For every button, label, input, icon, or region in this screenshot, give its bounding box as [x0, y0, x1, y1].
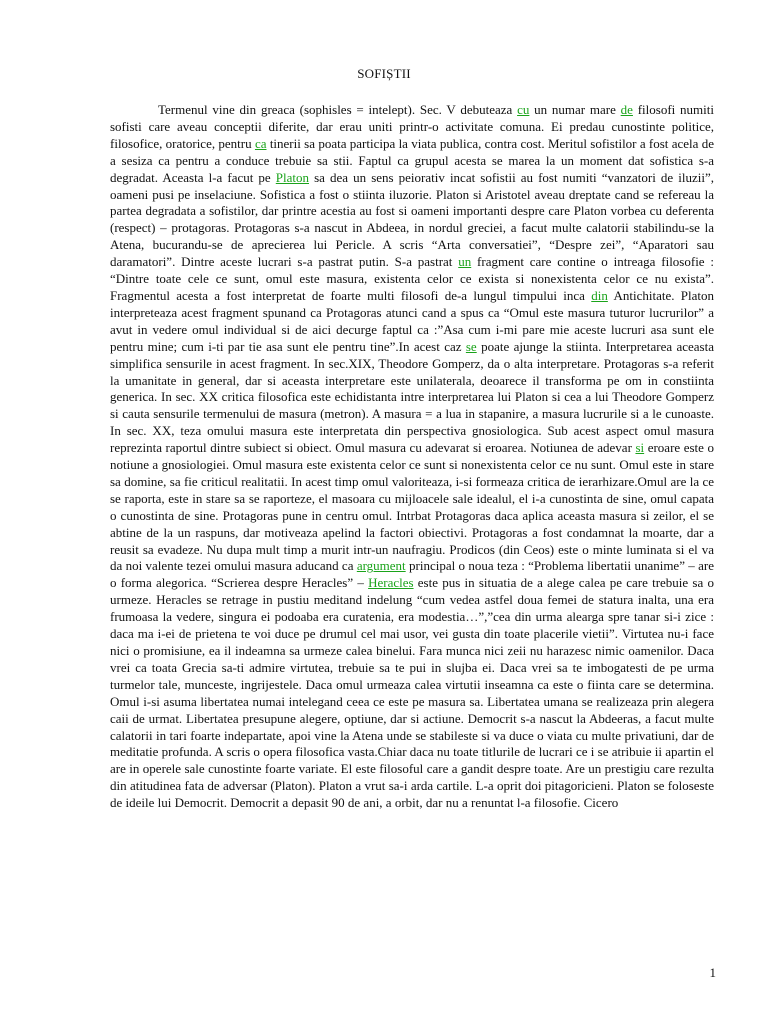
- paragraph-text: filosofi numiti sofisti care aveau conceptii diferite, dar erau uniti printr-o activitate comuna. Ei predau cunostinte politice, filosofice, oratorice, pentru: [110, 102, 715, 151]
- paragraph-text: Antichitate. Platon interpreteaza acest fragment spunand ca Protagoras atunci cand a spus ca “Omul este masura tuturor lucrurilor” a avut in vedere omul individual si de aici decurge faptul ca :”Asa cum i-mi pare mie aceste lucruri asa sunt ele pentru mine; cum i-ti par tie asa sunt ele pentru tine”.In acest caz: [110, 287, 715, 354]
- paragraph-text: fragment care contine o intreaga filosofie : “Dintre toate cele ce sunt, omul este masura, existenta celor ce exista si nonexistenta celor ce nu exista”. Fragmentul acesta a fost interpretat de foarte multi filosofi de-a lungul timpului inca: [110, 254, 714, 303]
- paragraph-text: principal o noua teza : “Problema libertatii unanime” – are o forma alegorica. “Scrierea despre Heracles” –: [110, 558, 714, 591]
- hyperlink-se[interactable]: se: [465, 338, 477, 354]
- body-paragraph: [110, 102, 714, 812]
- page-title: SOFIȘTII: [357, 66, 411, 81]
- page-number: 1: [709, 965, 716, 980]
- paragraph-text: eroare este o notiune a gnosiologiei. Omul masura este existenta celor ce sunt si nonexistenta celor ce nu sunt. Omul este in stare sa domine, sa fie criticul realitatii. In acest timp omul valoriteaza, i-si formeaza critica de ierarhizare.Omul are la ce se raporta, este in stare sa se raporteze, el masoara cu mijloacele sale idealul, el i-a cunostinta de sine, omul capata o cunostinta de sine. Protagoras pune in centru omul. Intrbat Protagoras daca aplica aceasta masura si zeilor, el se abtine de la un raspuns, dar motiveaza apelind la factori obiectivi. Protagoras a fost condamnat la moarte, dar a reusit sa evadeze. Nu dupa mult timp a murit intr-un naufragiu. Prodicos (din Ceos) este o minte luminata si el va da noi valente tezei omului masura aducand ca: [110, 440, 714, 574]
- paragraph-text: tinerii sa poata participa la viata publica, contra cost. Meritul sofistilor a fost acela de a sesiza ca pentru a conduce trebuie sa stii. Faptul ca grupul acesta se marea la un moment dat sofistica s-a degradat. Aceasta l-a facut pe: [110, 135, 714, 185]
- paragraph-text: Termenul vine din greaca (sophisles = intelept). Sec. V debuteaza: [158, 102, 518, 117]
- paragraph-text: un numar mare: [529, 102, 621, 117]
- hyperlink-heracles[interactable]: Heracles: [368, 575, 414, 591]
- hyperlink-platon[interactable]: Platon: [275, 169, 310, 185]
- paragraph-text: este pus in situatia de a alege calea pe care trebuie sa o urmeze. Heracles se retrage in pustiu meditand indelung “cum vedea astfel doua femei de statura inalta, una era frumoasa la vedere, singura ei podoaba era curatenia, era modestia…”,”cea din urma alearga spre tanar si-i zice : daca ma i-ei de prietena te voi duce pe drumul cel mai usor, vei gusta din toate placerile vietii”. Virtutea nu-i face nici o promisiune, ea il indeamna sa urmeze calea binelui. Fara munca nici zeii nu harazesc nimic oamenilor. Daca vrei ca toata Grecia sa-ti admire virtutea, trebuie sa te pui in slujba ei. Daca vrei sa te imbogatesti de pe urma turmelor tale, munceste, ingrijestele. Daca omul urmeaza calea virtutii inseamna ca este o fiinta care se determina. Omul i-si asuma libertatea numai intelegand ceea ce este pe masura sa. Libertatea umana se realizeaza prin alegera caii de urmat. Libertatea presupune alegere, optiune, dar si actiune. Democrit s-a nascut la Abdeeras, a facut multe calatorii in tari foarte indepartate, apoi vine la Atena unde se stabileste si va duce o viata cu multe privatiuni, dar de meditatie profunda. A scris o opera filosofica vasta.Chiar daca nu toate titlurile de lucrari ce i se atribuie ii apartin el are in operele sale cunostinte foarte variate. El este filosoful care a gandit despre toate. Are un prestigiu care rezulta din atitudinea fata de adversar (Platon). Platon a vrut sa-i arda cartile. L-a oprit doi pitagoricieni. Platon se foloseste de ideile lui Democrit. Democrit a depasit 90 de ani, a orbit, dar nu a renuntat l-a filosofie. Cicero: [110, 575, 714, 811]
- hyperlink-un[interactable]: un: [458, 254, 472, 270]
- paragraph-text: poate ajunge la stiinta. Interpretarea aceasta simplifica sensurile in acest fragment. In sec.XIX, Theodore Gomperz, da o alta interpretare. Protagoras s-a referit la umanitate in general, dar si aceasta interpretare este unilaterala, deoarece il transforma pe om in constiinta generica. In sec. XX critica filosofica este echidistanta intre interpretarea lui Platon si cea a lui Theodore Gomperz si cauta sensurile termenului de masura (metron). A masura = a lua in stapanire, a masura lucrurile si a le cunoaste. In sec. XX, teza omului masura este interpretata din perspectiva gnosiologica. Sub acest aspect omul masura reprezinta raportul dintre subiect si obiect. Omul masura cu adevarat si eroarea. Notiunea de adevar: [110, 338, 714, 456]
- paragraph-text: sa dea un sens peiorativ incat sofistii au fost numiti “vanzatori de iluzii”, oameni pusi pe inselaciune. Sofistica a fost o stiinta iluzorie. Platon si Aristotel aveau dreptate cand se refereau la partea degradata a sofistilor, dar printre acestia au fost si oameni importanti despre care Platon vorbea cu deferenta (respect) – protagoras. Protagoras s-a nascut in Abdeea, in nordul greciei, a facut multe calatorii stabilindu-se la Atena, bucurandu-se de aprecierea lui Pericle. A scris “Arta conversatiei”, “Despre zei”, “Aparatori sau daramatori”. Dintre aceste lucrari s-a pastrat putin. S-a pastrat: [110, 169, 714, 270]
- hyperlink-si[interactable]: si: [635, 440, 645, 456]
- hyperlink-argument[interactable]: argument: [356, 558, 406, 574]
- hyperlink-din[interactable]: din: [591, 287, 608, 303]
- hyperlink-cu[interactable]: cu: [517, 102, 530, 117]
- hyperlink-de[interactable]: de: [620, 102, 633, 117]
- hyperlink-ca[interactable]: ca: [254, 135, 267, 151]
